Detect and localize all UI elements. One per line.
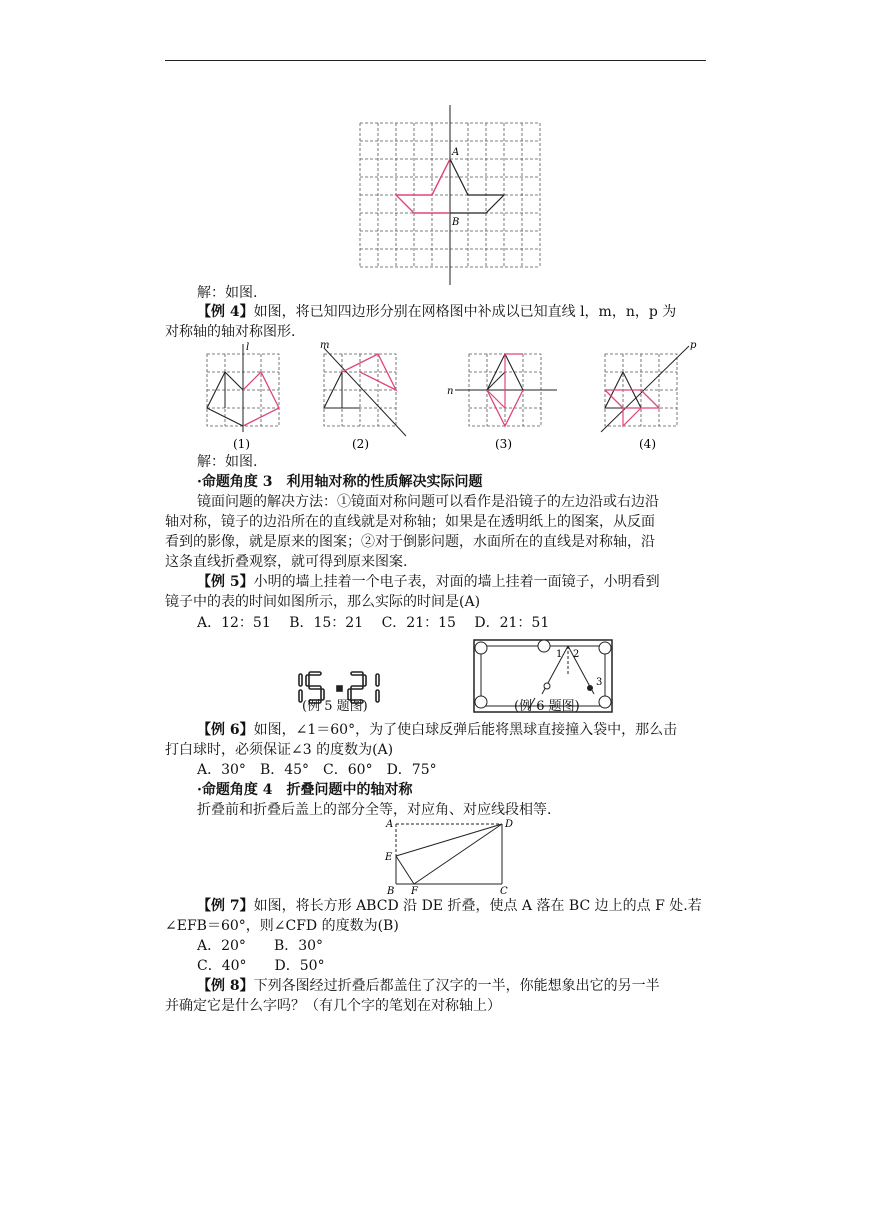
axis-m: m: [320, 340, 330, 351]
grid-figure-3: [445, 340, 560, 452]
solution-text-2: 解：如图.: [197, 454, 258, 470]
header-rule: [165, 60, 706, 61]
label-a: A: [452, 147, 460, 158]
example-8-line2: 并确定它是什么字吗？（有几个字的笔划在对称轴上）: [165, 998, 501, 1014]
option-b: B．30°: [273, 938, 324, 954]
caption-2: (2): [352, 437, 369, 451]
example-8-text: 下列各图经过折叠后都盖住了汉字的一半，你能想象出它的另一半: [253, 978, 660, 994]
example-7-options-row2: [197, 956, 325, 976]
example-6-line1: [197, 720, 677, 740]
angle-2-label: 2: [573, 649, 580, 660]
option-a: A．30°: [197, 762, 246, 778]
example-6-options: [197, 760, 437, 780]
grid-figure-4: [595, 340, 705, 452]
example-4-line2: 对称轴的轴对称图形.: [165, 324, 296, 340]
example-7-line2: ∠EFB＝60°，则∠CFD 的度数为(B): [165, 918, 399, 934]
angle-3-label: 3: [596, 677, 603, 688]
angle-4-para: 折叠前和折叠后盖上的部分全等，对应角、对应线段相等.: [197, 802, 552, 818]
example-7-text: 如图，将长方形 ABCD 沿 DE 折叠，使点 A 落在 BC 边上的点 F 处.若: [253, 898, 702, 914]
top-grid-figure: [355, 105, 545, 287]
example-6-text: 如图，∠1＝60°，为了使白球反弹后能将黑球直接撞入袋中，那么击: [253, 722, 678, 738]
caption-1: (1): [233, 437, 250, 451]
angle-3-para-line1: 镜面问题的解决方法：①镜面对称问题可以看作是沿镜子的左边沿或右边沿: [197, 494, 659, 510]
option-a: A．20°: [197, 938, 246, 954]
axis-l: l: [246, 342, 250, 353]
option-c: C．21：15: [381, 615, 456, 631]
example-7-tag: 【例 7】: [197, 898, 254, 914]
option-b: B．45°: [259, 762, 310, 778]
point-e: E: [385, 852, 393, 863]
option-d: D．21：51: [474, 615, 550, 631]
example-4-text: 如图，将已知四边形分别在网格图中补成以已知直线 l，m，n，p 为: [253, 304, 677, 320]
example-7-line1: [197, 896, 702, 916]
example-5-line1: [197, 572, 660, 592]
grid-figure-1: [205, 340, 285, 452]
example-8-line1: [197, 976, 660, 996]
example-4-line1: [197, 302, 676, 322]
option-c: C．60°: [323, 762, 373, 778]
heading-angle-3: ·命题角度 3 利用轴对称的性质解决实际问题: [197, 474, 483, 490]
axis-n: n: [447, 386, 454, 397]
example-5-tag: 【例 5】: [197, 574, 254, 590]
example-7-options-row1: [197, 936, 323, 956]
option-c: C．40°: [197, 958, 247, 974]
example-4-tag: 【例 4】: [197, 304, 254, 320]
point-c: C: [500, 886, 508, 897]
example-6-figure-caption: (例 6 题图): [514, 699, 580, 714]
solution-text-1: 解：如图.: [197, 285, 258, 301]
angle-1-label: 1: [556, 649, 563, 660]
point-b: B: [387, 886, 395, 897]
axis-p: p: [690, 340, 697, 351]
example-5-line2: 镜子中的表的时间如图所示，那么实际的时间是(A): [165, 594, 481, 610]
example-5-text: 小明的墙上挂着一个电子表，对面的墙上挂着一面镜子，小明看到: [253, 574, 660, 590]
example-5-options: [197, 613, 549, 633]
angle-3-para-line3: 看到的影像，就是原来的图案；②对于倒影问题，水面所在的直线是对称轴，沿: [165, 534, 655, 550]
folding-rectangle-figure: [382, 816, 522, 898]
caption-4: (4): [639, 437, 656, 451]
option-d: D．75°: [386, 762, 437, 778]
option-a: A．12：51: [197, 615, 271, 631]
example-6-tag: 【例 6】: [197, 722, 254, 738]
example-5-figure-caption: (例 5 题图): [302, 699, 368, 714]
angle-3-para-line4: 这条直线折叠观察，就可得到原来图案.: [165, 554, 408, 570]
option-b: B．15：21: [289, 615, 364, 631]
option-d: D．50°: [274, 958, 325, 974]
caption-3: (3): [495, 437, 512, 451]
example-6-line2: 打白球时，必须保证∠3 的度数为(A): [165, 742, 394, 758]
label-b: B: [452, 217, 460, 228]
point-f: F: [411, 886, 418, 897]
example-8-tag: 【例 8】: [197, 978, 254, 994]
grid-figure-2: [318, 340, 410, 452]
angle-3-para-line2: 轴对称，镜子的边沿所在的直线就是对称轴；如果是在透明纸上的图案，从反面: [165, 514, 655, 530]
heading-angle-4: ·命题角度 4 折叠问题中的轴对称: [197, 782, 413, 798]
point-d: D: [505, 819, 514, 830]
point-a: A: [386, 819, 394, 830]
